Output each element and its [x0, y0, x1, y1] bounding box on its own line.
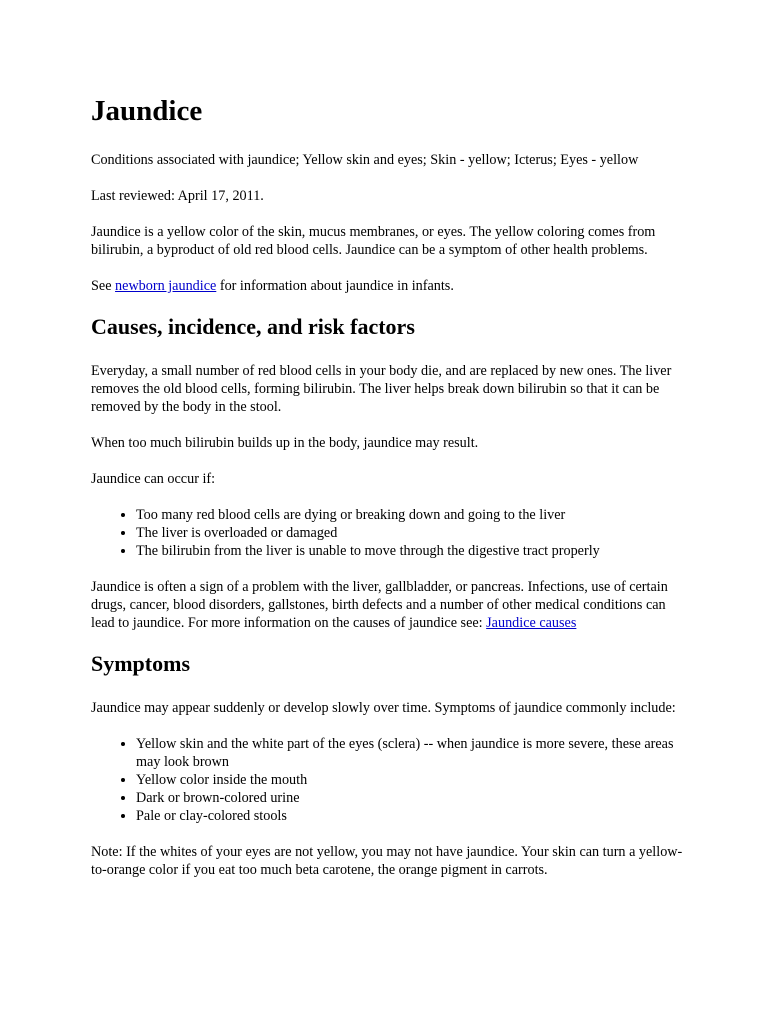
list-item: • The liver is overloaded or damaged	[136, 524, 683, 542]
causes-paragraph-1: Everyday, a small number of red blood cells in your body die, and are replaced by new ones. The liver removes the old blood cells, forming bilirubin. The liver helps break down bilirubin so that it can be removed by the body in the stool.	[91, 363, 672, 415]
causes-list	[91, 506, 683, 560]
causes-paragraph-2: When too much bilirubin builds up in the body, jaundice may result.	[91, 435, 479, 451]
alt-names: Conditions associated with jaundice; Yellow skin and eyes; Skin - yellow; Icterus; Eyes - yellow	[91, 152, 639, 168]
causes-heading: Causes, incidence, and risk factors	[91, 314, 415, 339]
page-title: Jaundice	[91, 95, 203, 127]
list-item: • The bilirubin from the liver is unable to move through the digestive tract properly	[136, 542, 683, 560]
symptoms-heading: Symptoms	[91, 651, 191, 676]
causes-paragraph-3: Jaundice can occur if:	[91, 471, 216, 487]
last-reviewed: Last reviewed: April 17, 2011.	[91, 188, 264, 204]
jaundice-causes-link[interactable]: Jaundice causes	[486, 615, 577, 631]
see-also-paragraph	[91, 277, 683, 295]
causes-paragraph-4	[91, 578, 683, 632]
causes-paragraph-4-text: Jaundice is often a sign of a problem with the liver, gallbladder, or pancreas. Infections, use of certain drugs, cancer, blood disorders, gallstones, birth defects and a number of other medical conditions can lead to jaundice. For more information on the causes of jaundice see:	[91, 579, 668, 631]
intro-paragraph: Jaundice is a yellow color of the skin, mucus membranes, or eyes. The yellow coloring comes from bilirubin, a byproduct of old red blood cells. Jaundice can be a symptom of other health problems.	[91, 224, 656, 258]
see-suffix: for information about jaundice in infants.	[216, 278, 454, 294]
list-item: • Too many red blood cells are dying or breaking down and going to the liver	[136, 506, 683, 524]
symptoms-note: Note: If the whites of your eyes are not yellow, you may not have jaundice. Your skin can turn a yellow-to-orange color if you eat too much beta carotene, the orange pigment in carrots.	[91, 844, 683, 878]
list-item: • Dark or brown-colored urine	[136, 789, 683, 807]
list-item: • Yellow color inside the mouth	[136, 771, 683, 789]
symptoms-paragraph-1: Jaundice may appear suddenly or develop slowly over time. Symptoms of jaundice commonly include:	[91, 700, 676, 716]
newborn-jaundice-link[interactable]: newborn jaundice	[115, 278, 217, 294]
symptoms-list	[91, 735, 683, 825]
see-prefix: See	[91, 278, 116, 294]
list-item: • Yellow skin and the white part of the eyes (sclera) -- when jaundice is more severe, these areas may look brown	[136, 735, 683, 771]
list-item: • Pale or clay-colored stools	[136, 807, 683, 825]
